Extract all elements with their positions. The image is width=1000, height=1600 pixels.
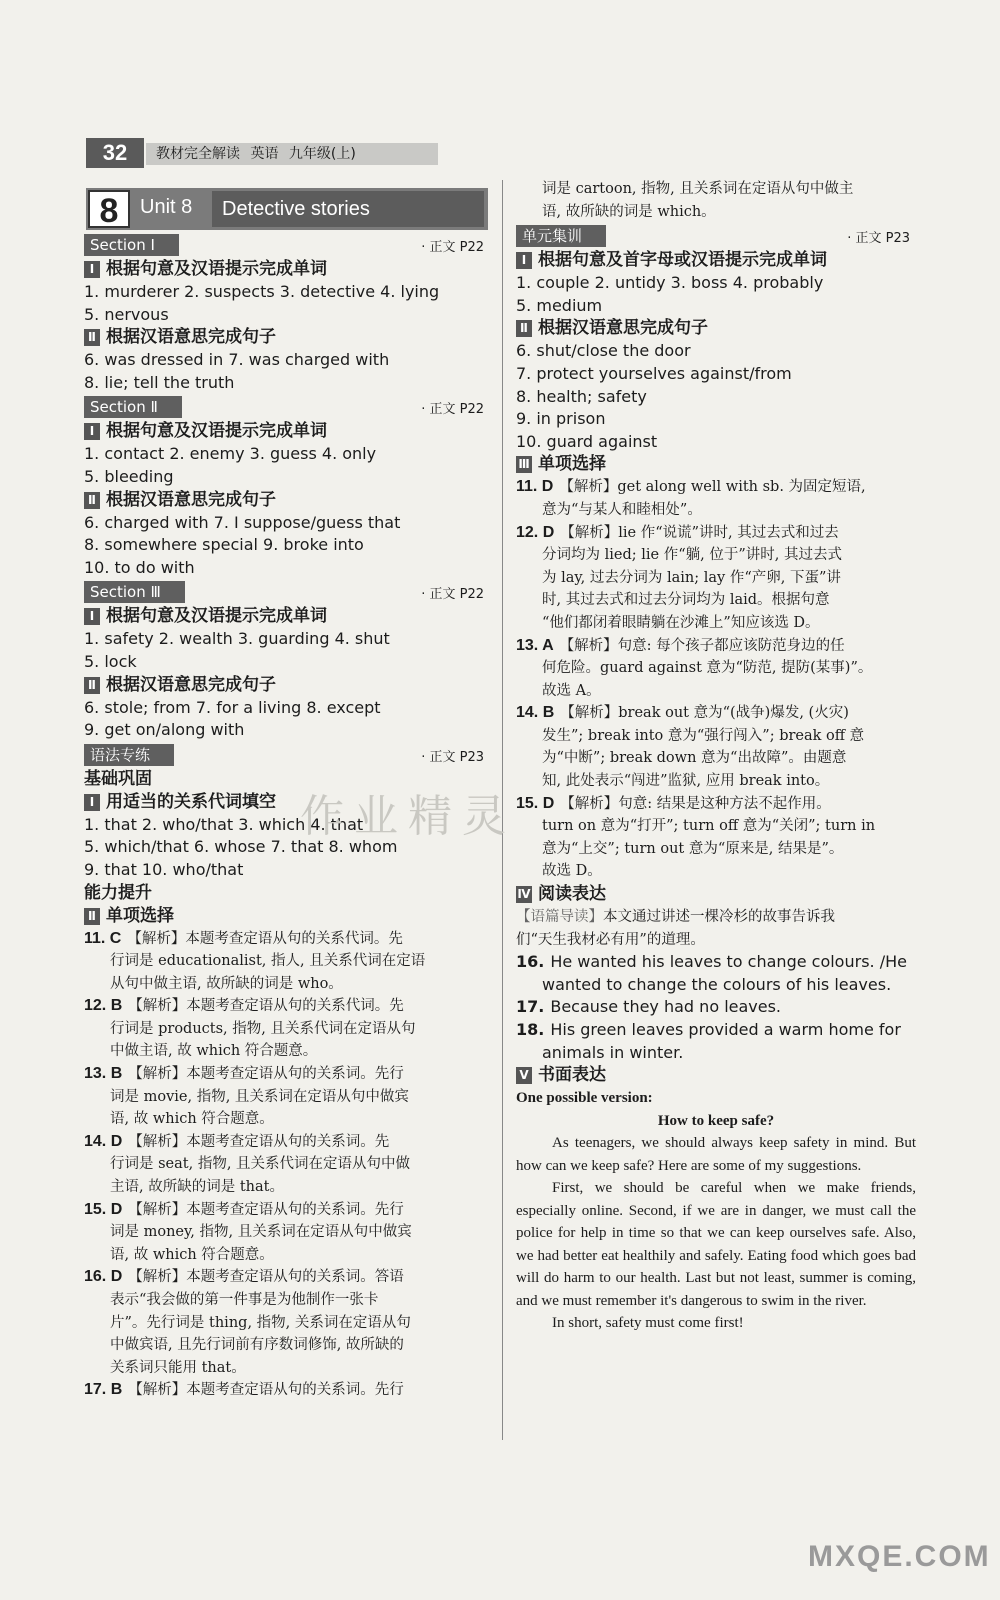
- essay-title: How to keep safe?: [657, 1112, 775, 1129]
- answer-line: 9. in prison: [516, 409, 606, 429]
- question-line: 16. D 【解析】本题考查定语从句的关系词。答语: [84, 1268, 404, 1286]
- section-header: [84, 744, 490, 768]
- question-number: 14. B: [516, 704, 555, 722]
- question-line: 17. B 【解析】本题考查定语从句的关系词。先行: [84, 1381, 404, 1399]
- question-line: 14. D 【解析】本题考查定语从句的关系词。先: [84, 1132, 390, 1150]
- question-number: 16. D: [84, 1268, 123, 1286]
- question-number: 12. D: [516, 523, 555, 541]
- page-reference: · 正文 P22: [421, 240, 484, 255]
- question-line: 11. D 【解析】get along well with sb. 为固定短语,: [516, 478, 866, 496]
- question-line: 语, 故 which 符合题意。: [110, 1246, 274, 1263]
- answer-line: 6. charged with 7. I suppose/guess that: [84, 512, 401, 532]
- question-list: [84, 928, 490, 1402]
- section-tag: Section Ⅱ: [84, 396, 182, 418]
- section-header: [84, 396, 490, 420]
- question-line: 片”。先行词是 thing, 指物, 关系词在定语从句: [110, 1314, 411, 1331]
- question-line: 知, 此处表示“闯进”监狱, 应用 break into。: [542, 773, 830, 790]
- subsection-heading: 基础巩固: [84, 768, 152, 789]
- question-line: turn on 意为“打开”; turn off 意为“关闭”; turn in: [542, 818, 876, 835]
- question-number: 15. D: [516, 794, 555, 812]
- exercise-heading: Ⅰ 根据句意及汉语提示完成单词: [84, 420, 490, 443]
- question-list: [516, 476, 916, 883]
- question-line: 行词是 educationalist, 指人, 且关系代词在定语: [110, 953, 426, 970]
- exercise-heading: Ⅱ 根据汉语意思完成句子: [84, 489, 490, 512]
- section-tag: Section Ⅲ: [84, 581, 185, 603]
- reading-answer-line: 17. Because they had no leaves.: [516, 997, 782, 1017]
- question-number: 17.: [516, 997, 545, 1017]
- essay-label: One possible version:: [516, 1090, 653, 1107]
- page-reference: · 正文 P22: [421, 402, 484, 418]
- answer-line: 6. stole; from 7. for a living 8. except: [84, 697, 381, 717]
- question-line: 何危险。guard against 意为“防范, 提防(某事)”。: [542, 660, 873, 677]
- answer-line: 6. shut/close the door: [516, 341, 691, 361]
- exercise-heading: Ⅳ 阅读表达: [517, 884, 606, 905]
- question-line: 词是 movie, 指物, 且关系词在定语从句中做宾: [110, 1088, 409, 1105]
- essay-paragraph: In short, safety must come first!: [552, 1315, 744, 1332]
- exercise-heading: Ⅰ 用适当的关系代词填空: [84, 791, 490, 814]
- question-number: 13. B: [84, 1065, 123, 1083]
- question-line: 行词是 seat, 指物, 且关系代词在定语从句中做: [110, 1156, 411, 1173]
- question-number: 17. B: [84, 1381, 123, 1399]
- reading-answers: [516, 951, 916, 1064]
- answer-line: 5. medium: [516, 295, 603, 315]
- watermark: 作业精灵: [300, 791, 516, 842]
- answer-line: 1. that 2. who/that 3. which 4. that: [84, 814, 364, 834]
- question-line: 15. D 【解析】本题考查定语从句的关系词。先行: [84, 1200, 404, 1218]
- question-number: 13. A: [516, 636, 554, 654]
- reading-guide: 们“天生我材必有用”的道理。: [516, 931, 705, 948]
- question-line: 13. B 【解析】本题考查定语从句的关系词。先行: [84, 1065, 404, 1083]
- page-reference: · 正文 P23: [421, 749, 484, 765]
- answer-line: 6. was dressed in 7. was charged with: [84, 350, 390, 370]
- section-tag: Section Ⅰ: [84, 234, 179, 256]
- question-line: 发生”; break into 意为“强行闯入”; break off 意: [542, 727, 865, 744]
- answer-line: 1. murderer 2. suspects 3. detective 4. lying: [84, 282, 440, 301]
- continued-text: 语, 故所缺的词是 which。: [542, 203, 716, 220]
- question-number: 16.: [516, 952, 545, 972]
- question-line: 12. B 【解析】本题考查定语从句的关系代词。先: [84, 997, 404, 1015]
- question-line: 11. C 【解析】本题考查定语从句的关系代词。先: [84, 929, 403, 947]
- question-number: 14. D: [84, 1132, 123, 1150]
- unit-title: Detective stories: [212, 191, 484, 227]
- question-line: 词是 money, 指物, 且关系词在定语从句中做宾: [110, 1224, 412, 1241]
- question-line: 故选 D。: [542, 863, 602, 880]
- reading-answer-line: 18. His green leaves provided a warm home for: [516, 1020, 901, 1039]
- unit-label: Unit 8: [140, 196, 193, 218]
- answer-line: 7. protect yourselves against/from: [516, 363, 792, 383]
- reading-answer-line: 16. He wanted his leaves to change colours. /He: [516, 952, 907, 972]
- page-number: 32: [86, 138, 144, 168]
- question-number: 12. B: [84, 997, 123, 1015]
- exercise-heading: Ⅱ 根据汉语意思完成句子: [84, 674, 490, 697]
- answer-line: 5. bleeding: [84, 466, 174, 486]
- question-line: 为 lay, 过去分词为 lain; lay 作“产卵, 下蛋”讲: [542, 569, 841, 586]
- section-tag: 单元集训: [516, 225, 606, 247]
- question-line: 主语, 故所缺的词是 that。: [110, 1179, 284, 1196]
- question-line: 故选 A。: [542, 682, 601, 699]
- question-line: 分词均为 lied; lie 作“躺, 位于”讲时, 其过去式: [542, 547, 842, 564]
- right-column: [516, 178, 916, 1335]
- exercise-heading: Ⅰ 根据句意及汉语提示完成单词: [84, 258, 490, 281]
- answer-line: 10. to do with: [84, 557, 195, 577]
- running-header: 教材完全解读 英语 九年级(上): [146, 143, 438, 165]
- question-line: 表示“我会做的第一件事是为他制作一张卡: [110, 1292, 379, 1308]
- reading-answer-line: animals in winter.: [542, 1042, 684, 1062]
- question-line: 为“中断”; break down 意为“出故障”。由题意: [542, 750, 847, 767]
- exercise-heading: Ⅱ 单项选择: [84, 905, 490, 928]
- question-line: 中做宾语, 且先行词前有序数词修饰, 故所缺的: [110, 1337, 404, 1354]
- section-header: [84, 581, 490, 605]
- exercise-heading: Ⅱ 根据汉语意思完成句子: [516, 317, 916, 340]
- question-number: 18.: [516, 1020, 545, 1039]
- question-line: 意为“上交”; turn out 意为“原来是, 结果是”。: [542, 840, 844, 857]
- answer-line: 5. nervous: [84, 304, 169, 324]
- answer-line: 5. lock: [84, 651, 137, 671]
- answer-line: 8. lie; tell the truth: [84, 372, 235, 392]
- question-number: 11. D: [516, 478, 554, 496]
- reading-answer-line: wanted to change the colours of his leaves.: [542, 974, 892, 994]
- exercise-heading: Ⅰ 根据句意及汉语提示完成单词: [84, 605, 490, 628]
- question-line: 语, 故 which 符合题意。: [110, 1111, 274, 1128]
- footer-logo: MXQE.COM: [808, 1540, 991, 1573]
- unit-number-badge: 8: [88, 190, 130, 228]
- exercise-heading: Ⅰ 根据句意及首字母或汉语提示完成单词: [516, 249, 916, 272]
- answer-line: 8. health; safety: [516, 386, 647, 406]
- essay-paragraph: As teenagers, we should always keep safety in mind. But how can we keep safe? Here are some of my suggestions.: [516, 1135, 916, 1174]
- answer-line: 5. which/that 6. whose 7. that 8. whom: [84, 837, 398, 857]
- answer-line: 1. couple 2. untidy 3. boss 4. probably: [516, 273, 824, 293]
- question-number: 11. C: [84, 929, 122, 947]
- section-header: [516, 225, 916, 249]
- answer-line: 1. safety 2. wealth 3. guarding 4. shut: [84, 629, 390, 649]
- page-reference: · 正文 P22: [421, 587, 484, 603]
- section-header: [84, 234, 490, 258]
- answer-line: 8. somewhere special 9. broke into: [84, 535, 364, 555]
- page-reference: · 正文 P23: [847, 231, 910, 247]
- essay-paragraph: First, we should be careful when we make friends, especially online. Second, if we are in danger, we must call the police for help in time so that we can keep ourselves safe. Also, we had better eat healthily and safely. Eating food which goes bad will do harm to our health. Last but not least, summer is coming, and we must remember it's dangerous to swim in the river.: [516, 1180, 916, 1309]
- reading-guide: 【语篇导读】本文通过讲述一棵冷杉的故事告诉我: [516, 909, 835, 926]
- continued-text: 词是 cartoon, 指物, 且关系词在定语从句中做主: [542, 181, 854, 197]
- answer-line: 9. that 10. who/that: [84, 859, 244, 879]
- question-line: 行词是 products, 指物, 且关系代词在定语从句: [110, 1020, 416, 1037]
- subsection-heading: 能力提升: [84, 882, 152, 903]
- answer-line: 9. get on/along with: [84, 720, 245, 740]
- exercise-heading: Ⅴ 书面表达: [516, 1064, 916, 1087]
- question-line: 13. A 【解析】句意: 每个孩子都应该防范身边的任: [516, 636, 845, 654]
- answer-line: 1. contact 2. enemy 3. guess 4. only: [84, 444, 377, 464]
- answer-line: 10. guard against: [516, 431, 658, 451]
- question-line: 15. D 【解析】句意: 结果是这种方法不起作用。: [516, 794, 831, 812]
- question-line: “他们都闭着眼睛躺在沙滩上”知应该选 D。: [542, 614, 820, 631]
- question-line: 中做主语, 故 which 符合题意。: [110, 1043, 318, 1060]
- question-line: 意为“与某人和睦相处”。: [542, 501, 702, 518]
- exercise-heading: Ⅲ 单项选择: [516, 453, 916, 476]
- question-line: 14. B 【解析】break out 意为“(战争)爆发, (火灾): [516, 704, 849, 722]
- question-line: 时, 其过去式和过去分词均为 laid。根据句意: [542, 592, 830, 609]
- section-tag: 语法专练: [84, 744, 174, 766]
- question-line: 从句中做主语, 故所缺的词是 who。: [110, 975, 343, 992]
- question-line: 12. D 【解析】lie 作“说谎”讲时, 其过去式和过去: [516, 523, 839, 541]
- question-line: 关系词只能用 that。: [110, 1359, 246, 1376]
- exercise-heading: Ⅱ 根据汉语意思完成句子: [84, 326, 490, 349]
- question-number: 15. D: [84, 1200, 123, 1218]
